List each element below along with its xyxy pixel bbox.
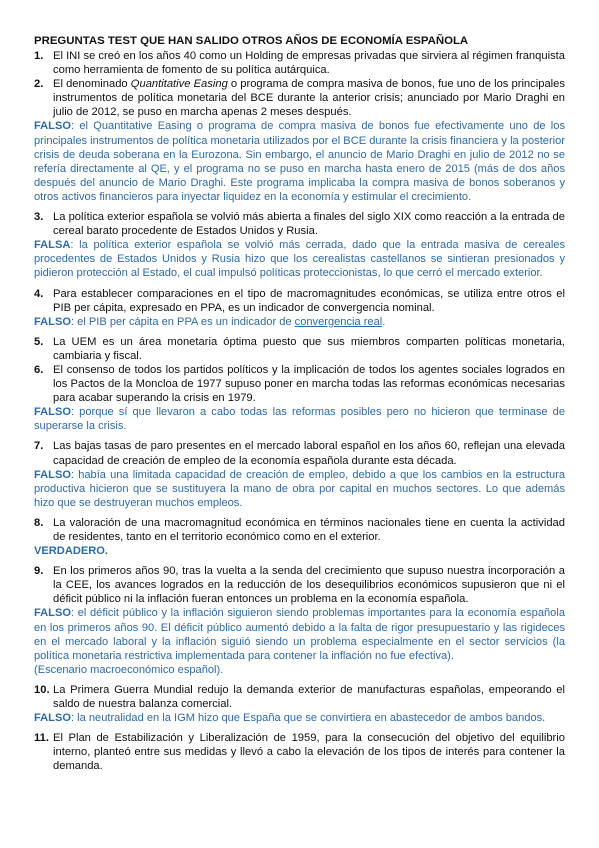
- question-text: El consenso de todos los partidos políticos y la implicación de todos los agentes sociales logrados en los Pactos de la Moncloa de 1977 supuso poner en marcha todas las reformas económicas necesarias para acabar superando la crisis en 1979.: [53, 363, 565, 405]
- question-text: La política exterior española se volvió más abierta a finales del siglo XIX como reacción a la entrada de cereal barato procedente de Estados Unidos y Rusia.: [53, 211, 565, 238]
- answer-9-note: (Escenario macroeconómico español).: [34, 663, 224, 676]
- question-number: 9.: [34, 565, 44, 578]
- question-11: [34, 731, 565, 773]
- question-text-emphasis: Quantitative Easing: [130, 78, 228, 91]
- question-text: La UEM es un área monetaria óptima puesto que sus miembros comparten políticas monetaria, cambiaria y fiscal.: [53, 335, 565, 362]
- question-3: [34, 210, 565, 238]
- answer-text: : el déficit público y la inflación siguieron siendo problemas importantes para la economía española en los primeros años 90. El déficit público aumentó debido a la falta de rigor presupuestario y las rigideces en el mercado laboral y la inflación siguió siendo un problema especialmente en el sector servicios (la política monetaria restrictiva implementada para contener la inflación no fue efectiva).: [34, 607, 565, 662]
- answer-7: [34, 468, 565, 510]
- question-text: [53, 77, 565, 119]
- answer-underlined-term: convergencia real: [294, 315, 383, 328]
- answer-text: : había una limitada capacidad de creación de empleo, debido a que los cambios en la estructura productiva hicieron que se sustituyera la mano de obra por capital en muchos sectores. Lo que además hizo que se destruyeran muchos empleos.: [34, 468, 565, 509]
- question-text: En los primeros años 90, tras la vuelta a la senda del crecimiento que supuso nuestra incorporación a la CEE, los avances logrados en la reducción de los desequilibrios económicos supusieron que ni el déficit público ni la inflación fueran entonces un problema en la economía española.: [53, 565, 565, 606]
- question-text-part: El denominado: [53, 78, 131, 91]
- answer-label: FALSO: [34, 406, 71, 419]
- question-4: [34, 287, 565, 315]
- answer-6: [34, 405, 565, 433]
- question-6: [34, 363, 565, 405]
- answer-label: FALSA: [34, 239, 71, 252]
- answer-label: VERDADERO.: [34, 545, 108, 558]
- question-text: La valoración de una macromagnitud económica en términos nacionales tiene en cuenta la actividad de residentes, tanto en el territorio económico como en el exterior.: [53, 516, 565, 543]
- question-1: [34, 49, 565, 77]
- question-text: Para establecer comparaciones en el tipo de macromagnitudes económicas, se utiliza entre otros el PIB per cápita, expresado en PPA, es un indicador de convergencia nominal.: [53, 287, 565, 314]
- question-2: [34, 77, 565, 119]
- answer-8: [34, 544, 565, 558]
- question-10: [34, 683, 565, 711]
- answer-label: FALSO: [34, 315, 71, 328]
- question-number: 11.: [34, 732, 49, 745]
- answer-text-end: .: [382, 315, 386, 328]
- answer-text: : el Quantitative Easing o programa de compra masiva de bonos fue efectivamente uno de los principales instrumentos de política monetaria utilizados por el BCE durante la crisis financiera y la posterior crisis de deuda soberana en la Eurozona. Sin embargo, el anuncio de Mario Draghi en julio de 2012 no se refería directamente al QE, y el programa no se puso en marcha hasta enero de 2015 (más de dos años después del anuncio de Mario Draghi. Este programa implicaba la compra masiva de bonos soberanos y otros activos financieros para inyectar liquidez en la economía y estimular el crecimiento.: [34, 120, 565, 203]
- question-5: [34, 335, 565, 363]
- answer-2: [34, 119, 565, 204]
- answer-label: FALSO: [34, 607, 71, 620]
- answer-text: : la neutralidad en la IGM hizo que España que se convirtiera en abastecedor de ambos bandos.: [70, 712, 546, 725]
- question-number: 7.: [34, 440, 44, 453]
- question-text: El Plan de Estabilización y Liberalización de 1959, para la consecución del objetivo del equilibrio interno, planteó entre sus medidas y llevó a cabo la elevación de los tipos de interés para contener la demanda.: [53, 732, 565, 773]
- page-title: PREGUNTAS TEST QUE HAN SALIDO OTROS AÑOS DE ECONOMÍA ESPAÑOLA: [34, 35, 469, 47]
- question-text-part: o programa de compra masiva de bonos, fue uno de los principales instrumentos de política monetaria del BCE durante la anterior crisis; anunciado por Mario Draghi en julio de 2012, se puso en marcha apenas 2 meses después.: [53, 78, 565, 119]
- question-7: [34, 439, 565, 467]
- question-number: 6.: [34, 363, 44, 376]
- question-number: 3.: [34, 211, 44, 224]
- answer-text: : el PIB per cápita en PPA es un indicador de: [70, 315, 295, 328]
- question-8: [34, 516, 565, 544]
- question-number: 2.: [34, 78, 44, 91]
- question-number: 4.: [34, 287, 44, 300]
- answer-label: FALSO: [34, 468, 71, 481]
- answer-text: : la política exterior española se volvió más cerrada, dado que la entrada masiva de cereales procedentes de Estados Unidos y Rusia hizo que los cerealistas castellanos se sintieran presionados y pidieron protección al Estado, el cual impulsó políticas proteccionistas, lo que cerró el mercado exterior.: [34, 239, 565, 280]
- question-number: 5.: [34, 335, 44, 348]
- question-9: [34, 564, 565, 606]
- question-number: 1.: [34, 50, 44, 62]
- answer-9: [34, 606, 565, 662]
- answer-10: [34, 711, 565, 725]
- answer-label: FALSO: [34, 120, 71, 133]
- question-number: 10.: [34, 683, 50, 696]
- question-text: La Primera Guerra Mundial redujo la demanda exterior de manufacturas españolas, empeorando el saldo de nuestra balanza comercial.: [53, 683, 565, 711]
- answer-label: FALSO: [34, 712, 71, 725]
- answer-text: : porque sí que llevaron a cabo todas las reformas posibles pero no hicieron que terminase de superarse la crisis.: [34, 406, 565, 433]
- question-text: Las bajas tasas de paro presentes en el mercado laboral español en los años 60, reflejan una elevada capacidad de creación de empleo de la economía española durante esta década.: [53, 440, 565, 467]
- answer-4: [34, 315, 565, 329]
- question-text: El INI se creó en los años 40 como un Holding de empresas privadas que sirviera al régimen franquista como herramienta de fomento de su política autárquica.: [53, 50, 565, 77]
- answer-3: [34, 238, 565, 280]
- question-number: 8.: [34, 516, 44, 529]
